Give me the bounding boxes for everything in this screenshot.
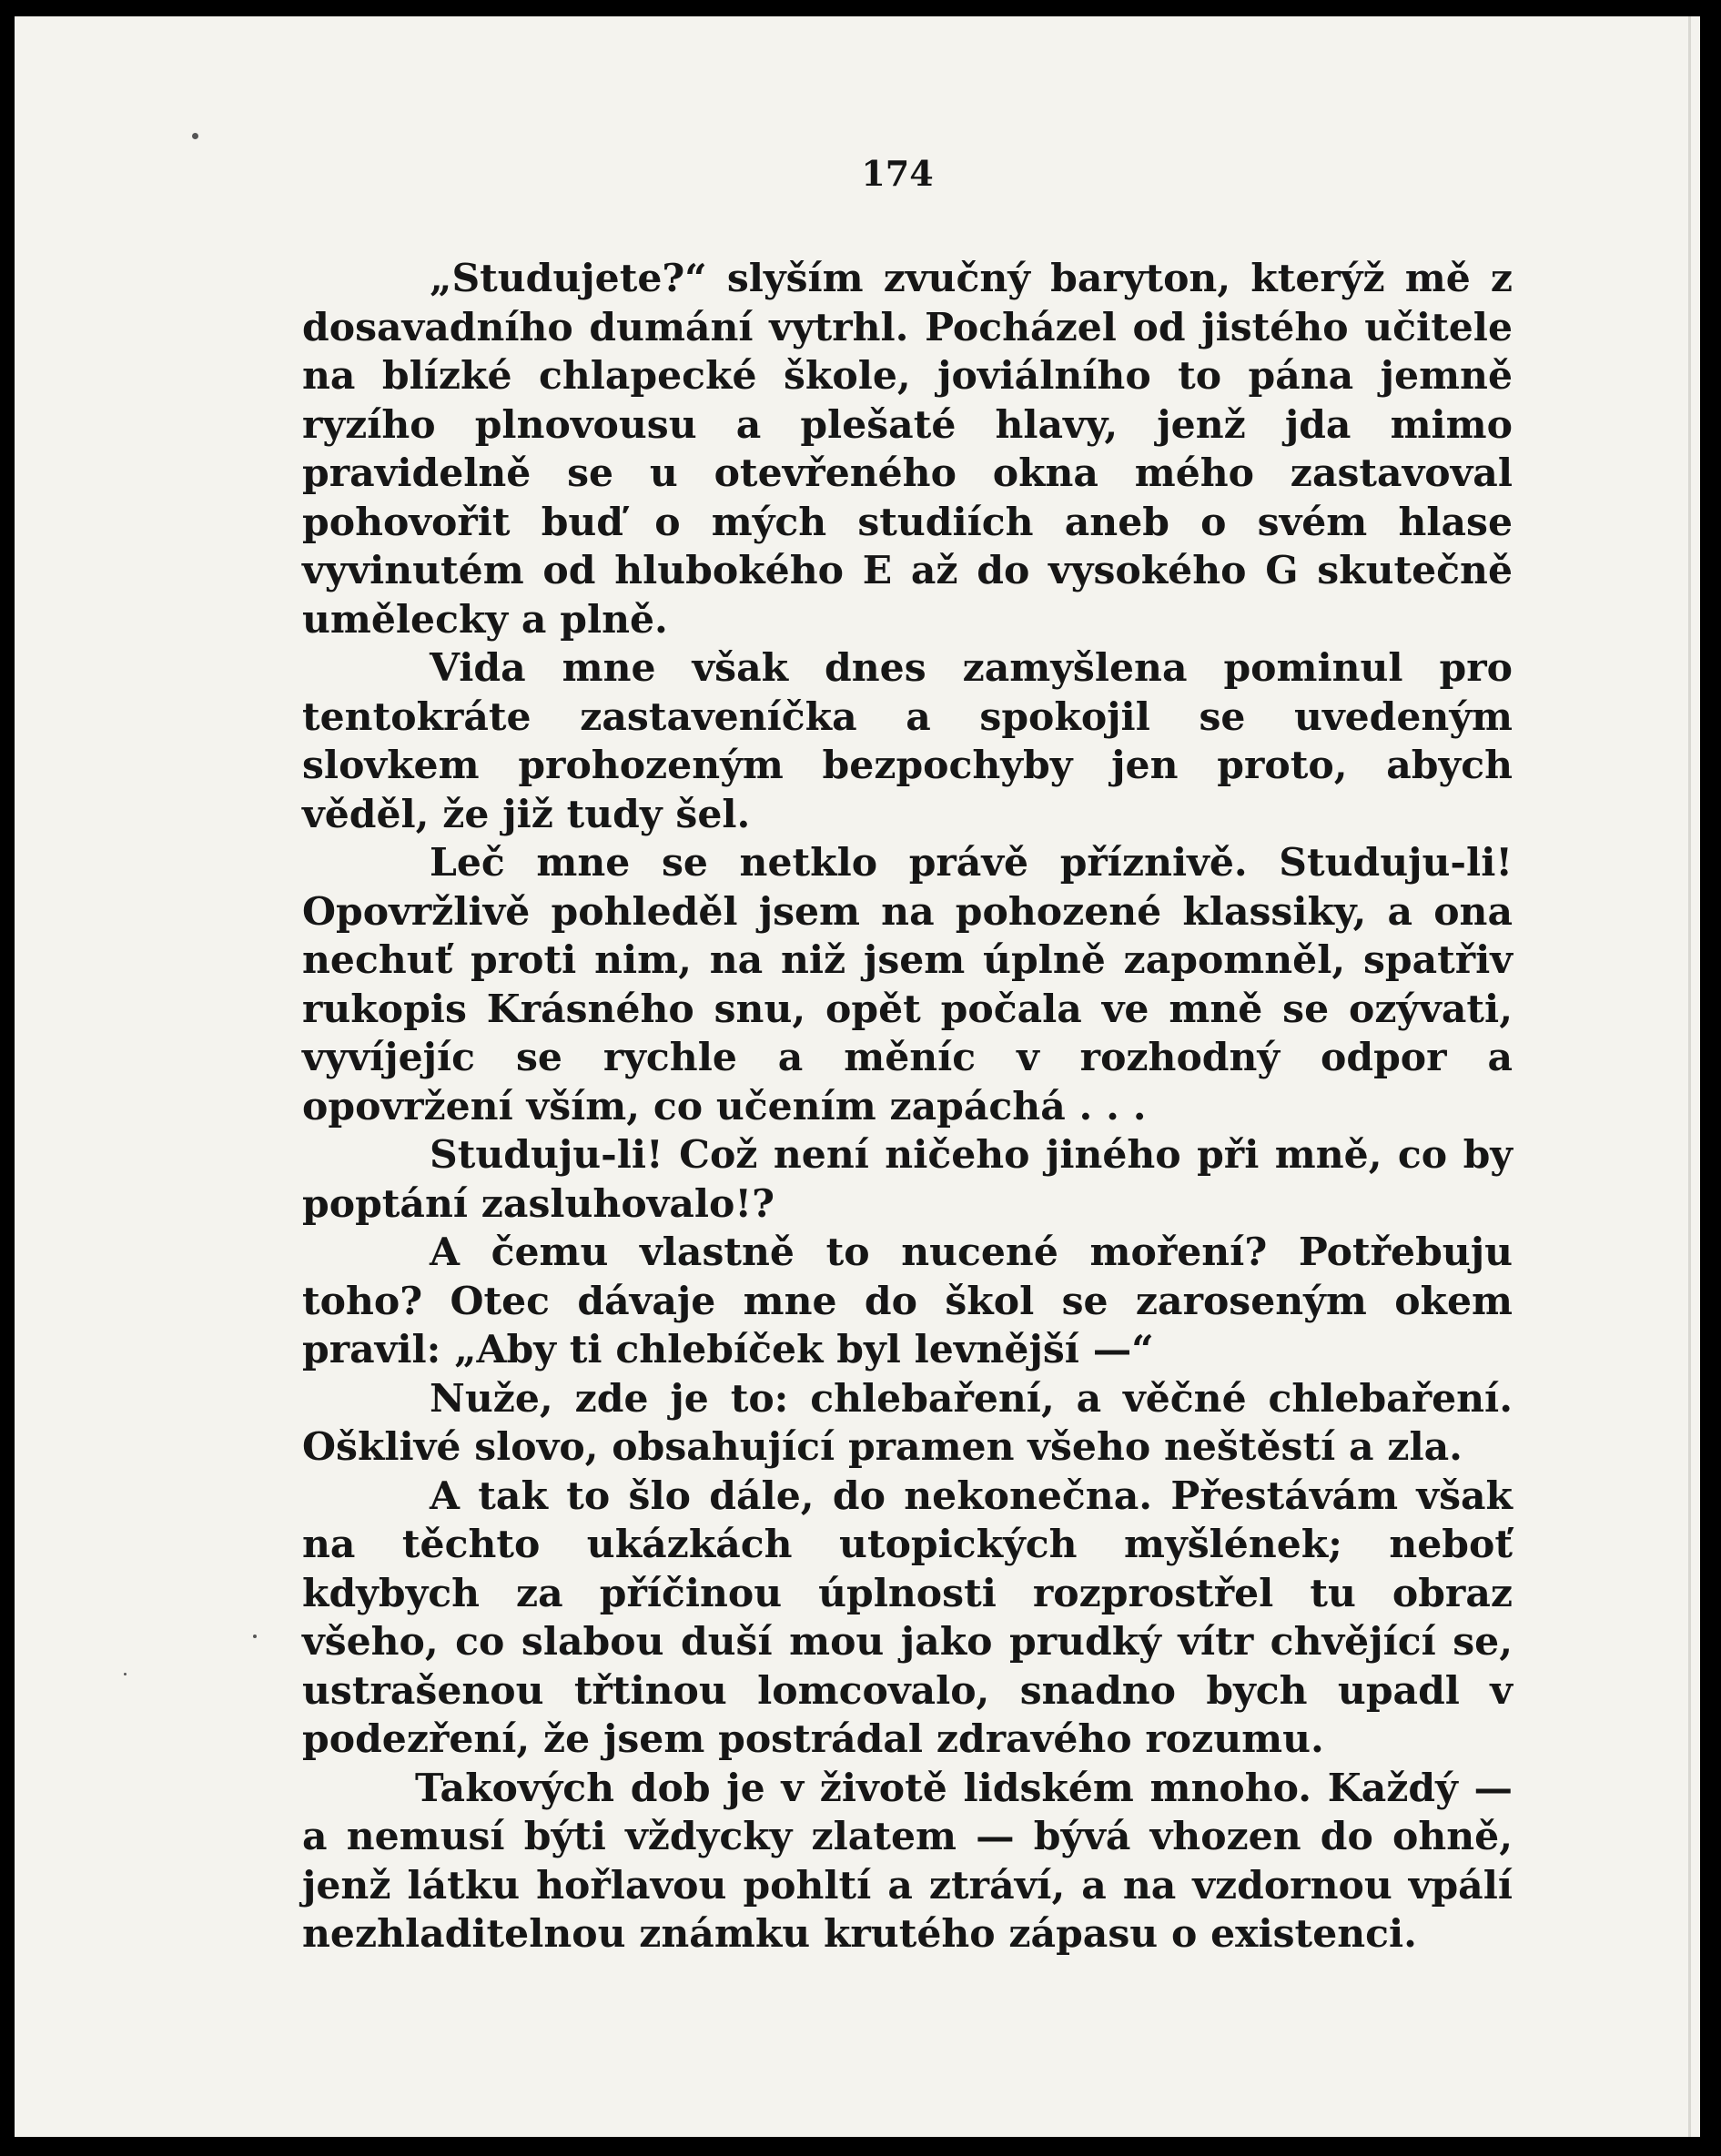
- paragraph-5: A čemu vlastně to nucené moření? Potřebuju toho? Otec dávaje mne do škol se zaroseným okem pravil: „Aby ti chlebíček byl levnější —“: [302, 1230, 1513, 1372]
- paragraph-2: Vida mne však dnes zamyšlena pominul pro tentokráte zastaveníčka a spokojil se uvedeným slovkem prohozeným bezpochyby jen proto, abych věděl, že již tudy šel.: [302, 645, 1513, 837]
- paragraph-8: Takových dob je v životě lidském mnoho. Každý — a nemusí býti vždycky zlatem — bývá vhozen do ohně, jenž látku hořlavou pohltí a ztráví, a na vzdornou vpálí nezhladitelnou známku krutého zápasu o existenci.: [302, 1765, 1513, 1957]
- page-body-text: [302, 255, 1513, 1959]
- paragraph-4: Studuju-li! Což není ničeho jiného při mně, co by poptání zasluhovalo!?: [302, 1132, 1513, 1227]
- paragraph-6: Nuže, zde je to: chlebaření, a věčné chlebaření. Ošklivé slovo, obsahující pramen všeho neštěstí a zla.: [302, 1375, 1513, 1470]
- paragraph-7: A tak to šlo dále, do nekonečna. Přestávám však na těchto ukázkách utopických myšlének; neboť kdybych za příčinou úplnosti rozprostřel tu obraz všeho, co slabou duší mou jako prudký vítr chvějící se, ustrašenou třtinou lomcovalo, snadno bych upadl v podezření, že jsem postrádal zdravého rozumu.: [302, 1473, 1513, 1762]
- paper-speck: [253, 1635, 257, 1638]
- paper-speck: [124, 1673, 127, 1675]
- book-page: [15, 16, 1700, 2137]
- paper-speck: [192, 133, 198, 139]
- paragraph-3: Leč mne se netklo právě příznivě. Studuju-li! Opovržlivě pohleděl jsem na pohozené klassiky, a ona nechuť proti nim, na niž jsem úplně zapomněl, spatřiv rukopis Krásného snu, opět počala ve mně se ozývati, vyvíjejíc se rychle a měníc v rozhodný odpor a opovržení vším, co učením zapáchá . . .: [302, 840, 1513, 1129]
- paragraph-1: „Studujete?“ slyším zvučný baryton, kterýž mě z dosavadního dumání vytrhl. Pocházel od jistého učitele na blízké chlapecké škole, joviálního to pána jemně ryzího plnovousu a plešaté hlavy, jenž jda mimo pravidelně se u otevřeného okna mého zastavoval pohovořit buď o mých studiích aneb o svém hlase vyvinutém od hlubokého E až do vysokého G skutečně umělecky a plně.: [302, 256, 1513, 643]
- page-edge: [1688, 16, 1691, 2137]
- page-number: 174: [861, 153, 934, 194]
